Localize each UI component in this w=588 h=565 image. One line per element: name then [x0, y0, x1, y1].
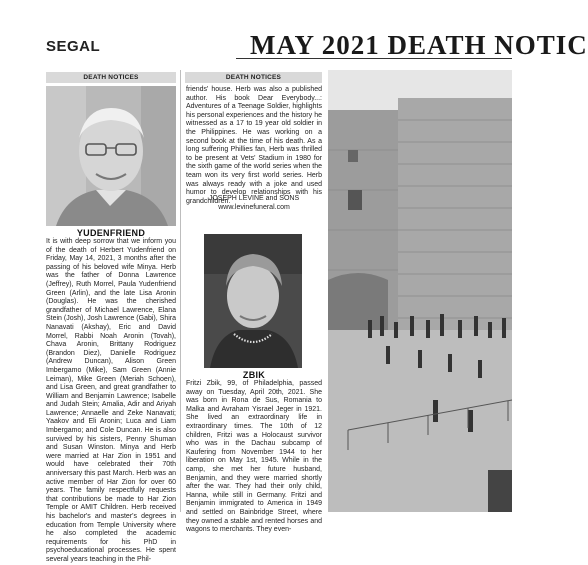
- page-title: MAY 2021 DEATH NOTIC: [250, 30, 588, 60]
- western-wall-photo: [328, 70, 512, 512]
- header-divider: [236, 58, 512, 59]
- yudenfriend-name: YUDENFRIEND: [76, 228, 146, 238]
- funeral-home-name: JOSEPH LEVINE and SONS: [208, 195, 300, 202]
- zbik-name: ZBIK: [242, 370, 266, 380]
- zbik-obituary-text: Fritzi Zbik, 99, of Philadelphia, passed away on Tuesday, April 20th, 2021. She was born in Rona de Sus, Romania to Malka and Avraham Yisrael Jeger in 1921. She lived an extraordinary life in extraordinary times. The 10th of 12 children, Fritzi was a Holocaust survivor who was in the Dachau subcamp of Kaufering from November 1944 to her liberation on May 1st, 1945. While in the camp, she met her future husband, Benjamin, and they were married shortly after the war. They had their only child, Hanna, while still in Germany. Fritzi and Benjamin immigrated to America in 1949 and settled on Bainbridge Street, where they owned a stable and rented horses and wagons to merchants. They even-: [186, 380, 322, 534]
- funeral-home-website: www.levinefuneral.com: [218, 204, 290, 211]
- section-label: SEGAL: [46, 38, 101, 55]
- zbik-photo: [204, 234, 302, 368]
- yudenfriend-obituary-continued: friends' house. Herb was also a published author. His book Dear Everybody...: Adventures of a Teenage Soldier, highlights his personal experiences and the history he witnessed as a 17 to 19 year old soldier in the Philippines. He was working on a second book at the time of his death. As a long suffering Phillies fan, Herb was thrilled to be present at Vets' Stadium in 1980 for the sixth game of the world series when the team won its very first world series. Herb was always ready with a joke and used humor to develop relationships with his grandchildren.: [186, 86, 322, 205]
- left-column-heading: DEATH NOTICES: [46, 72, 176, 83]
- column-divider: [180, 70, 181, 512]
- yudenfriend-obituary-text: It is with deep sorrow that we inform you of the death of Herbert Yudenfriend on Friday, May 14, 2021, 3 months after the passing of his beloved wife Minya. Herb was the father of Donna Lawrence (Jeffrey), Ruth Morrel, Paula Yudenfriend Green (Arlin), and the late Lisa Aronin (Douglas). He was the cherished grandfather of Michael Lawrence, Elana Stein (Josh), Josh Lawrence (Gabi), Shira Nanavati (Akshay), Eric and David Morrel, Rabbi Noah Aronin (Tovah), Chava Aronin, Brittany Rodriguez (Brandon Diez), Danielle Rodriguez (Andrew Duncan), Alison Green Imbergamo (Mike), Sam Green (Annie Leiman), Mike Green (Meriah Schoen), and Lisa Green, and great grandfather to William and Benjamin Lawrence; Isabelle and Judah Stein; Amalia, Adir and Ariyah Lawrence; Annaelle and Zeke Nanavati; Yaakov and Eli Aronin; Luca and Liam Imbergamo; and Cole Duncan. He is also survived by his sisters, Penny Shuman and Susan Winston. Minya and Herb were married at Har Zion in 1951 and would have celebrated their 70th anniversary this past March. Herb was an active member of Har Zion for over 60 years. The family respectfully requests that contributions be made to Har Zion Temple or AMIT Children. Herb received his bachelor's and master's degrees in education from Temple University where he also completed the academic requirements for his PhD in psychoeducational processes. He spent several years teaching in the Phil-: [46, 238, 176, 563]
- yudenfriend-photo: [46, 86, 176, 226]
- right-column-heading: DEATH NOTICES: [185, 72, 322, 83]
